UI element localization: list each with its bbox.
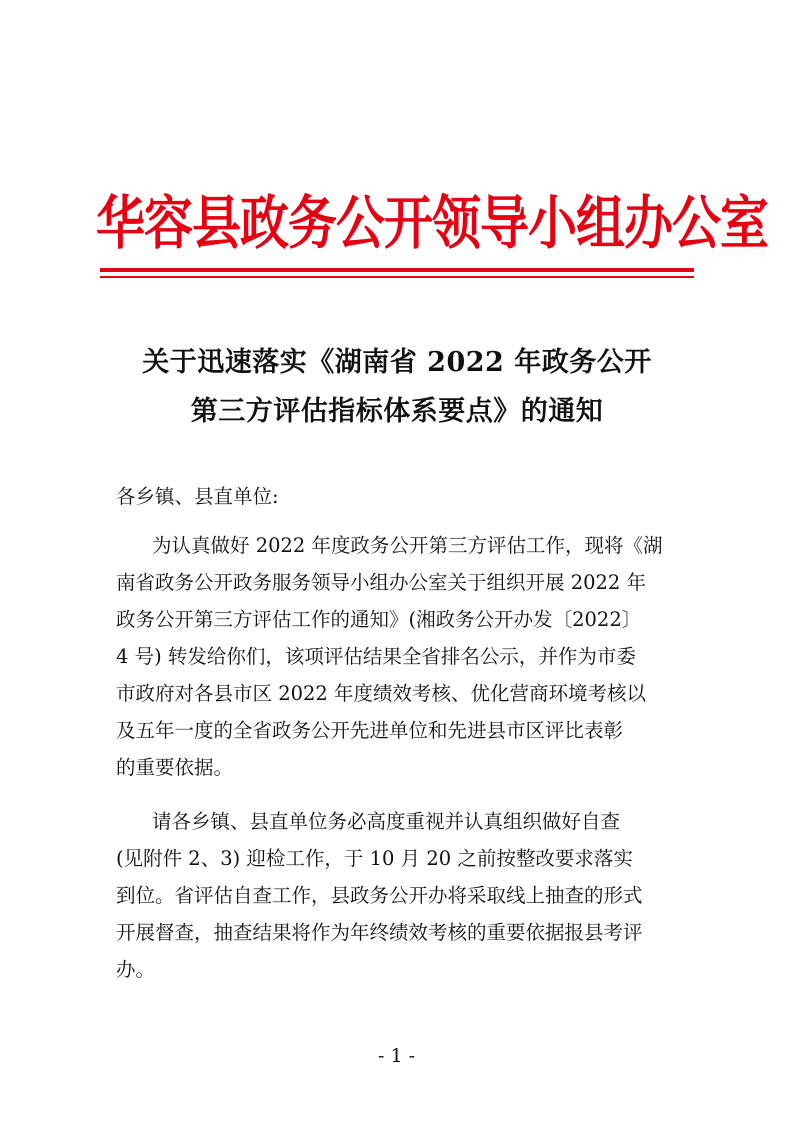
paragraph-2-line: 开展督查，抽查结果将作为年终绩效考核的重要依据报县考评 bbox=[116, 921, 643, 944]
document-title-line-1: 关于迅速落实《湖南省 2022 年政务公开 bbox=[142, 347, 652, 378]
paragraph-1-line: 南省政务公开政务服务领导小组办公室关于组织开展 2022 年 bbox=[116, 571, 647, 594]
paragraph-2-line: 到位。省评估自查工作，县政务公开办将采取线上抽查的形式 bbox=[116, 884, 643, 907]
paragraph-1-line: 及五年一度的全省政务公开先进单位和先进县市区评比表彰 bbox=[116, 719, 624, 742]
red-header-rule-thin bbox=[100, 276, 694, 278]
paragraph-2-line: 办。 bbox=[116, 958, 156, 981]
page-number: - 1 - bbox=[377, 1045, 415, 1067]
paragraph-2-line: 请各乡镇、县直单位务必高度重视并认真组织做好自查 bbox=[152, 810, 621, 833]
paragraph-1-line: 4 号) 转发给你们，该项评估结果全省排名公示，并作为市委 bbox=[116, 645, 636, 668]
paragraph-1-line: 政务公开第三方评估工作的通知》(湘政务公开办发〔2022〕 bbox=[116, 608, 642, 631]
salutation: 各乡镇、县直单位: bbox=[116, 485, 279, 508]
document-title-line-2: 第三方评估指标体系要点》的通知 bbox=[190, 396, 604, 427]
paragraph-1-line: 的重要依据。 bbox=[116, 756, 234, 779]
paragraph-1-line: 市政府对各县市区 2022 年度绩效考核、优化营商环境考核以 bbox=[116, 682, 647, 705]
red-header-rule-thick bbox=[100, 268, 694, 272]
paragraph-2-line: (见附件 2、3) 迎检工作，于 10 月 20 之前按整改要求落实 bbox=[116, 847, 633, 870]
issuing-organization-header: 华容县政务公开领导小组办公室 bbox=[96, 188, 769, 258]
paragraph-1-line: 为认真做好 2022 年度政务公开第三方评估工作，现将《湖 bbox=[152, 534, 663, 557]
